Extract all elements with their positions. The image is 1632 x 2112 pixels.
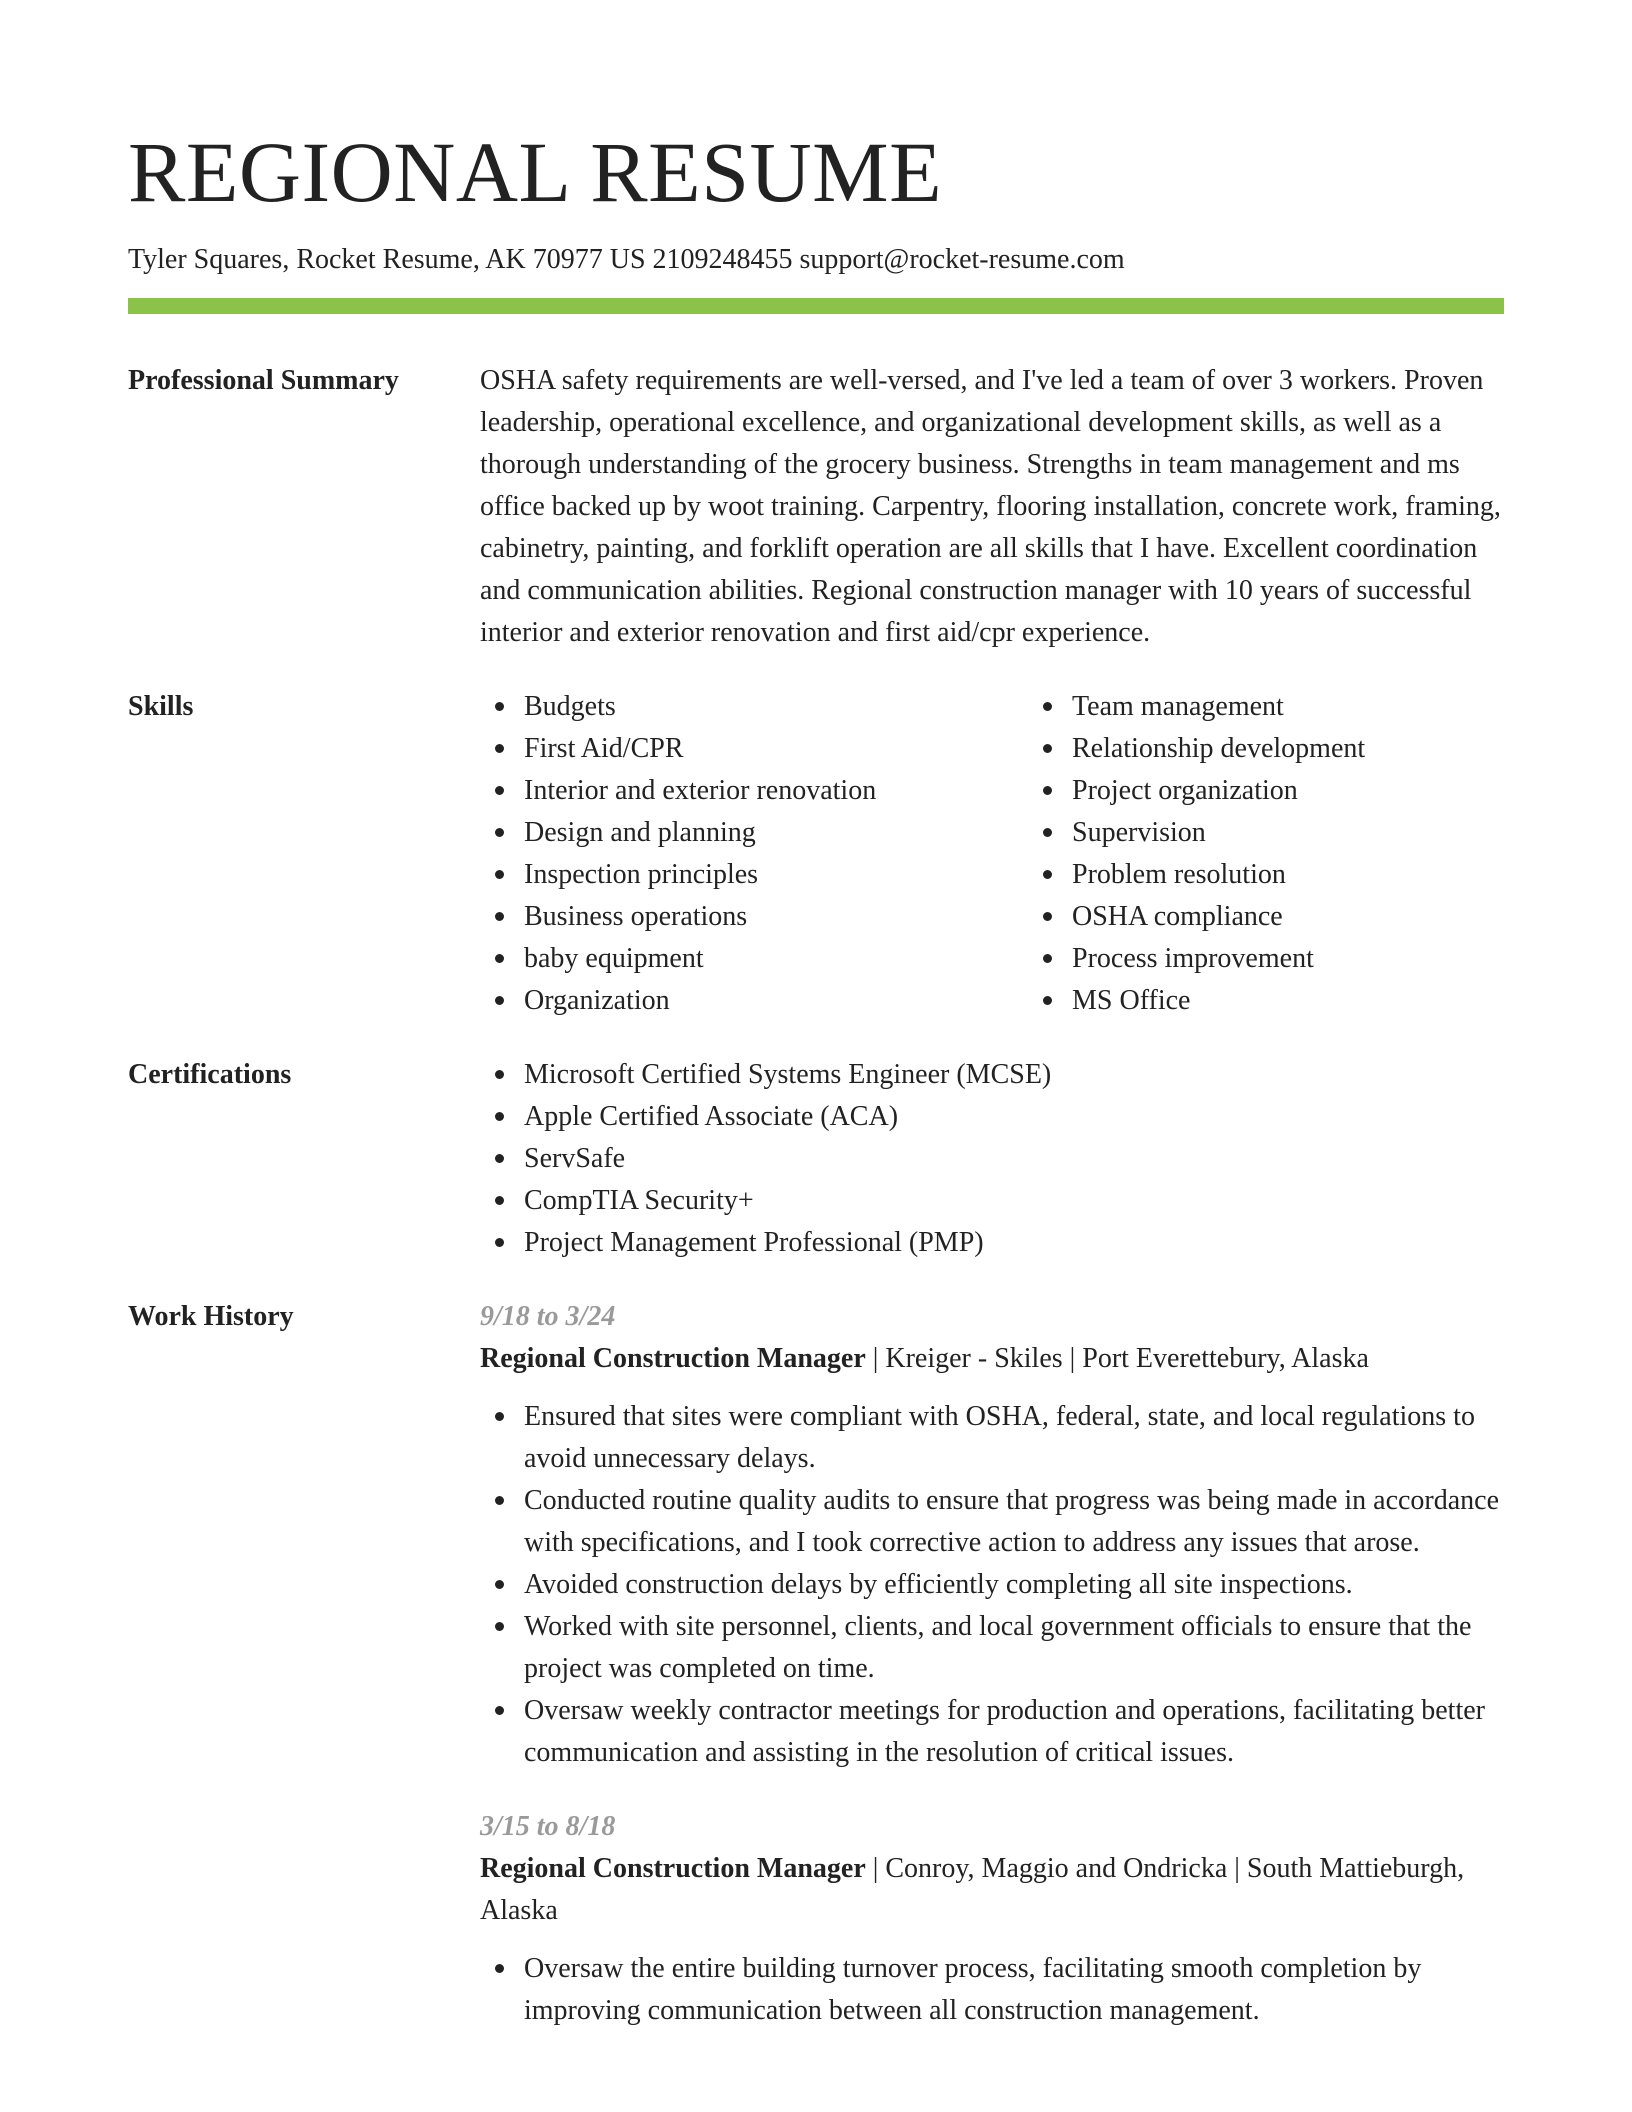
job-bullet: Avoided construction delays by efficiently completing all site inspections. xyxy=(524,1564,1504,1606)
section-label-summary: Professional Summary xyxy=(128,365,399,396)
job-bullet: Ensured that sites were compliant with OSHA, federal, state, and local regulations to avoid unnecessary delays. xyxy=(524,1396,1504,1480)
skill-item: Supervision xyxy=(1072,812,1592,854)
skill-item: Budgets xyxy=(524,686,1028,728)
job-dates: 9/18 to 3/24 xyxy=(480,1301,616,1332)
skill-item: First Aid/CPR xyxy=(524,728,1028,770)
job-bullet: Oversaw weekly contractor meetings for production and operations, facilitating better communication and assisting in the resolution of critical issues. xyxy=(524,1690,1504,1774)
certification-item: Project Management Professional (PMP) xyxy=(524,1222,1504,1264)
job-bullet: Conducted routine quality audits to ensure that progress was being made in accordance with specifications, and I took corrective action to address any issues that arose. xyxy=(524,1480,1504,1564)
skills-list-left xyxy=(480,686,1028,1022)
skill-item: Interior and exterior renovation xyxy=(524,770,1028,812)
certification-item: Apple Certified Associate (ACA) xyxy=(524,1096,1504,1138)
certifications-section xyxy=(128,1054,1504,1264)
job-bullet: Oversaw the entire building turnover process, facilitating smooth completion by improving communication between all construction management. xyxy=(524,1948,1504,2032)
skill-item: Problem resolution xyxy=(1072,854,1592,896)
job-title: Regional Construction Manager xyxy=(480,1853,866,1884)
job-heading xyxy=(480,1848,1504,1932)
skill-item: baby equipment xyxy=(524,938,1028,980)
skill-item: Inspection principles xyxy=(524,854,1028,896)
section-label-work-history: Work History xyxy=(128,1301,294,1332)
section-label-skills: Skills xyxy=(128,691,194,722)
skill-item: Business operations xyxy=(524,896,1028,938)
skills-section xyxy=(128,686,1504,1022)
work-history-section xyxy=(128,1296,1504,2032)
skill-item: Relationship development xyxy=(1072,728,1592,770)
job-title: Regional Construction Manager xyxy=(480,1343,866,1374)
job-bullet-list xyxy=(480,1948,1504,2032)
job-entry xyxy=(480,1296,1504,1774)
job-bullet-list xyxy=(480,1396,1504,1774)
skills-list-right xyxy=(1028,686,1592,1022)
skill-item: Project organization xyxy=(1072,770,1592,812)
skill-item: Team management xyxy=(1072,686,1592,728)
summary-section xyxy=(128,360,1504,654)
summary-text: OSHA safety requirements are well-versed, and I've led a team of over 3 workers. Proven leadership, operational excellence, and organizational development skills, as well as a thorough understanding of the grocery business. Strengths in team management and ms office backed up by woot training. Carpentry, flooring installation, concrete work, framing, cabinetry, painting, and forklift operation are all skills that I have. Excellent coordination and communication abilities. Regional construction manager with 10 years of successful interior and exterior renovation and first aid/cpr experience. xyxy=(480,365,1501,648)
skill-item: Design and planning xyxy=(524,812,1028,854)
skill-item: MS Office xyxy=(1072,980,1592,1022)
skill-item: OSHA compliance xyxy=(1072,896,1592,938)
contact-line: Tyler Squares, Rocket Resume, AK 70977 US 2109248455 support@rocket-resume.com xyxy=(128,244,1125,275)
job-dates: 3/15 to 8/18 xyxy=(480,1811,616,1842)
header-divider xyxy=(128,298,1504,314)
section-label-certifications: Certifications xyxy=(128,1059,292,1090)
job-heading xyxy=(480,1338,1504,1380)
certification-item: ServSafe xyxy=(524,1138,1504,1180)
resume-page xyxy=(128,0,1504,2032)
skill-item: Organization xyxy=(524,980,1028,1022)
certification-item: CompTIA Security+ xyxy=(524,1180,1504,1222)
job-bullet: Worked with site personnel, clients, and local government officials to ensure that the project was completed on time. xyxy=(524,1606,1504,1690)
skill-item: Process improvement xyxy=(1072,938,1592,980)
job-details: | Conroy, Maggio and Ondricka | South Mattieburgh, Alaska xyxy=(480,1853,1465,1926)
certification-item: Microsoft Certified Systems Engineer (MCSE) xyxy=(524,1054,1504,1096)
job-entry xyxy=(480,1806,1504,2032)
resume-title: REGIONAL RESUME xyxy=(128,124,943,220)
job-details: | Kreiger - Skiles | Port Everettebury, Alaska xyxy=(865,1343,1369,1374)
certifications-list xyxy=(480,1054,1504,1264)
